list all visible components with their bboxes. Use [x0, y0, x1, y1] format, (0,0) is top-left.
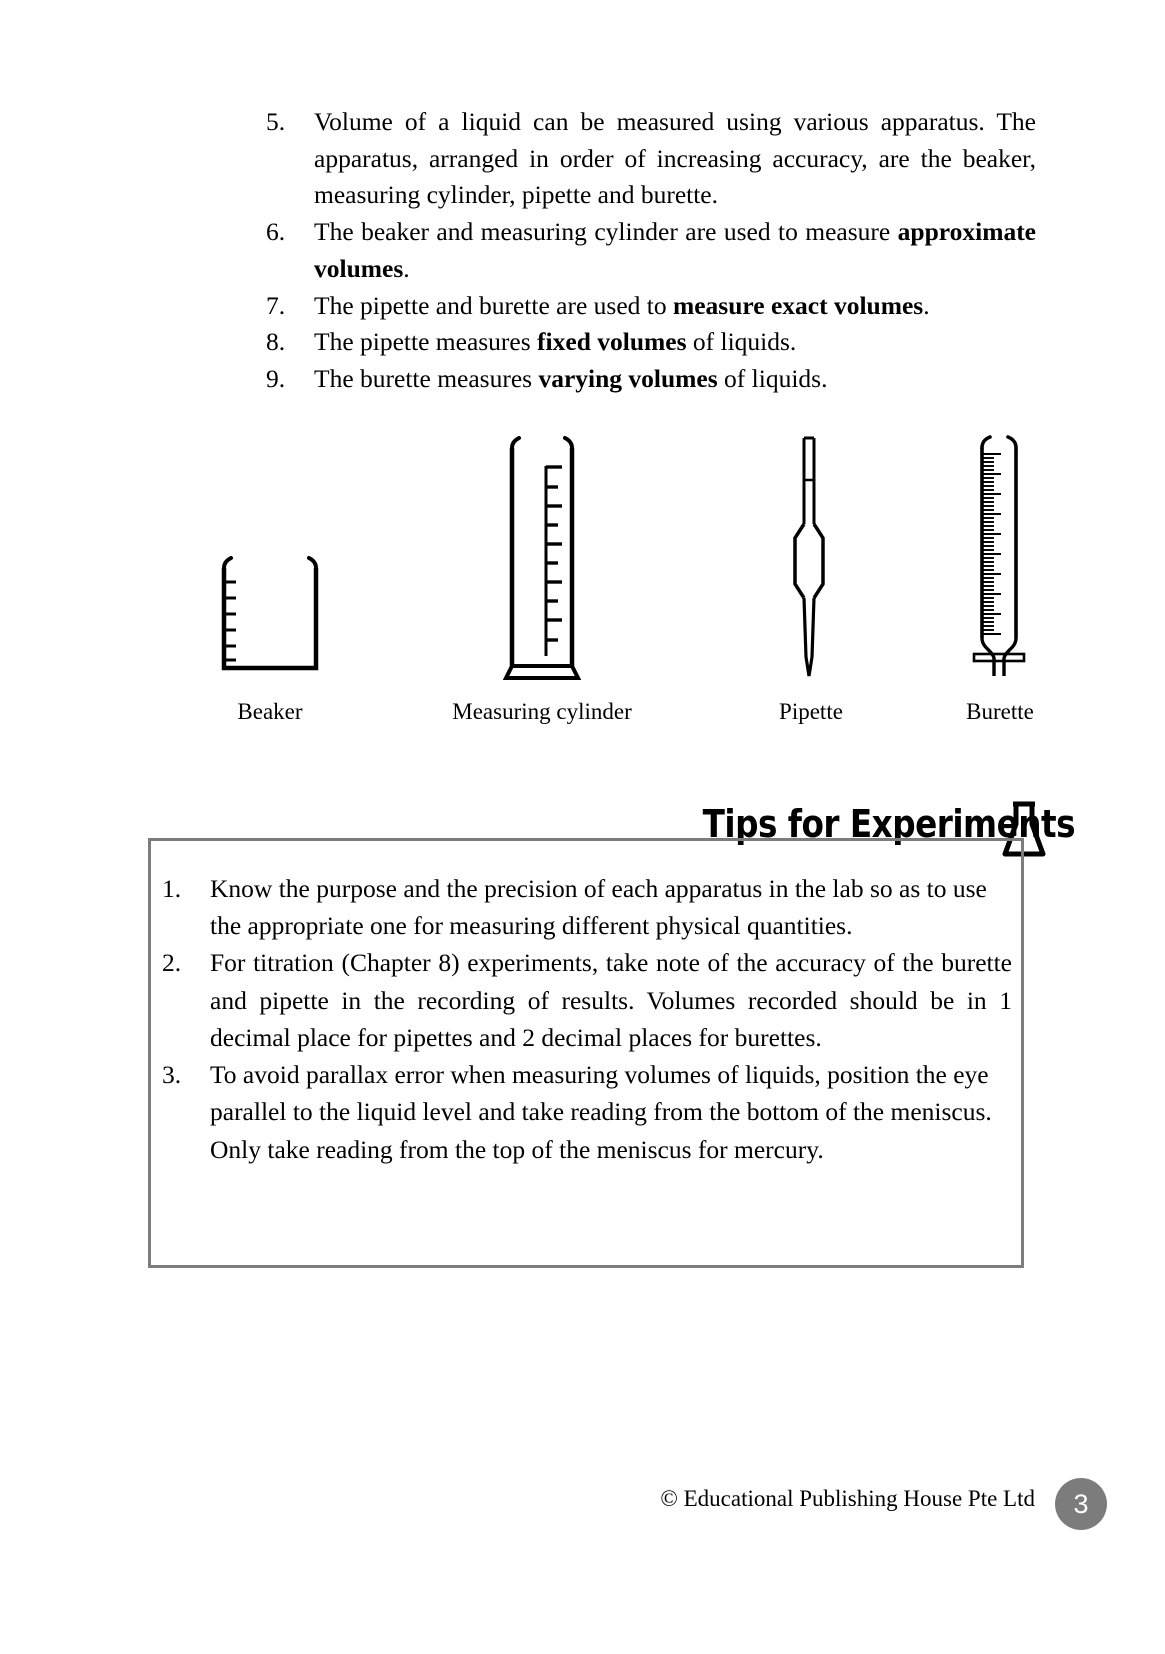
tip-item-number: 3.: [162, 1060, 182, 1090]
text-segment: .: [923, 290, 930, 320]
tips-list: [162, 870, 1012, 1168]
tip-item-text: To avoid parallax error when measuring volumes of liquids, position the eye parallel to the liquid level and take reading from the bottom of the meniscus. Only take reading from the top of the meniscus for mercury.: [210, 1060, 992, 1164]
text-segment-bold: varying volumes: [538, 364, 718, 394]
text-segment-bold: measure exact volumes: [672, 290, 924, 320]
list-item-number: 9.: [266, 364, 286, 394]
measuring-cylinder-icon: [496, 434, 588, 687]
tip-item-text: Know the purpose and the precision of each apparatus in the lab so as to use the appropriate one for measuring different physical quantities.: [210, 874, 987, 941]
text-segment: The burette measures: [314, 364, 539, 394]
tip-item-text: For titration (Chapter 8) experiments, take note of the accuracy of the burette and pipette in the recording of results. Volumes recorded should be in 1 decimal place for pipettes and 2 decimal places for burettes.: [210, 948, 1012, 1052]
copyright-text: © Educational Publishing House Pte Ltd: [660, 1486, 1035, 1511]
list-item: [258, 324, 1036, 361]
list-item-text: [314, 324, 1036, 361]
apparatus-figure: [180, 415, 1070, 725]
list-item-number: 8.: [266, 327, 286, 357]
text-segment-bold: fixed volumes: [537, 327, 687, 357]
text-segment: of liquids.: [717, 364, 828, 394]
burette-icon: [968, 432, 1030, 687]
text-segment: of liquids.: [686, 327, 797, 357]
list-item: [258, 104, 1036, 214]
apparatus-caption: Measuring cylinder: [452, 699, 632, 724]
list-item-text: [314, 214, 1036, 287]
list-item: [258, 214, 1036, 287]
list-item-number: 5.: [266, 107, 286, 136]
tip-item: [162, 1056, 1012, 1168]
pipette-icon: [784, 432, 836, 687]
beaker-icon: [210, 552, 330, 687]
tip-item: [162, 944, 1012, 1056]
list-item-text: [314, 361, 1036, 398]
list-item-number: 7.: [266, 290, 286, 320]
text-segment: The pipette and burette are used to: [314, 290, 673, 320]
list-item-text: [314, 288, 1036, 325]
list-item: [258, 288, 1036, 325]
page-footer: [0, 1478, 1165, 1538]
list-item: [258, 361, 1036, 398]
list-item-number: 6.: [266, 217, 286, 247]
tips-title: Tips for Experiments: [702, 802, 1075, 846]
apparatus-caption: Burette: [966, 699, 1034, 724]
apparatus-caption: Beaker: [237, 699, 303, 724]
notes-list: [258, 104, 1036, 398]
text-segment-bold: approximate volumes: [314, 217, 1036, 283]
apparatus-caption: Pipette: [779, 699, 843, 724]
tip-item-number: 1.: [162, 874, 182, 903]
text-segment: Volume of a liquid can be measured using various apparatus. The apparatus, arranged in order of increasing accuracy, are the beaker, measuring cylinder, pipette and burette.: [314, 107, 1036, 210]
text-segment: The beaker and measuring cylinder are used to measure: [314, 217, 898, 247]
tip-item: [162, 870, 1012, 944]
page-number-badge: 3: [1055, 1478, 1107, 1530]
text-segment: The pipette measures: [314, 327, 538, 357]
text-segment: .: [403, 253, 410, 283]
list-item-text: [314, 104, 1036, 214]
tip-item-number: 2.: [162, 948, 182, 978]
